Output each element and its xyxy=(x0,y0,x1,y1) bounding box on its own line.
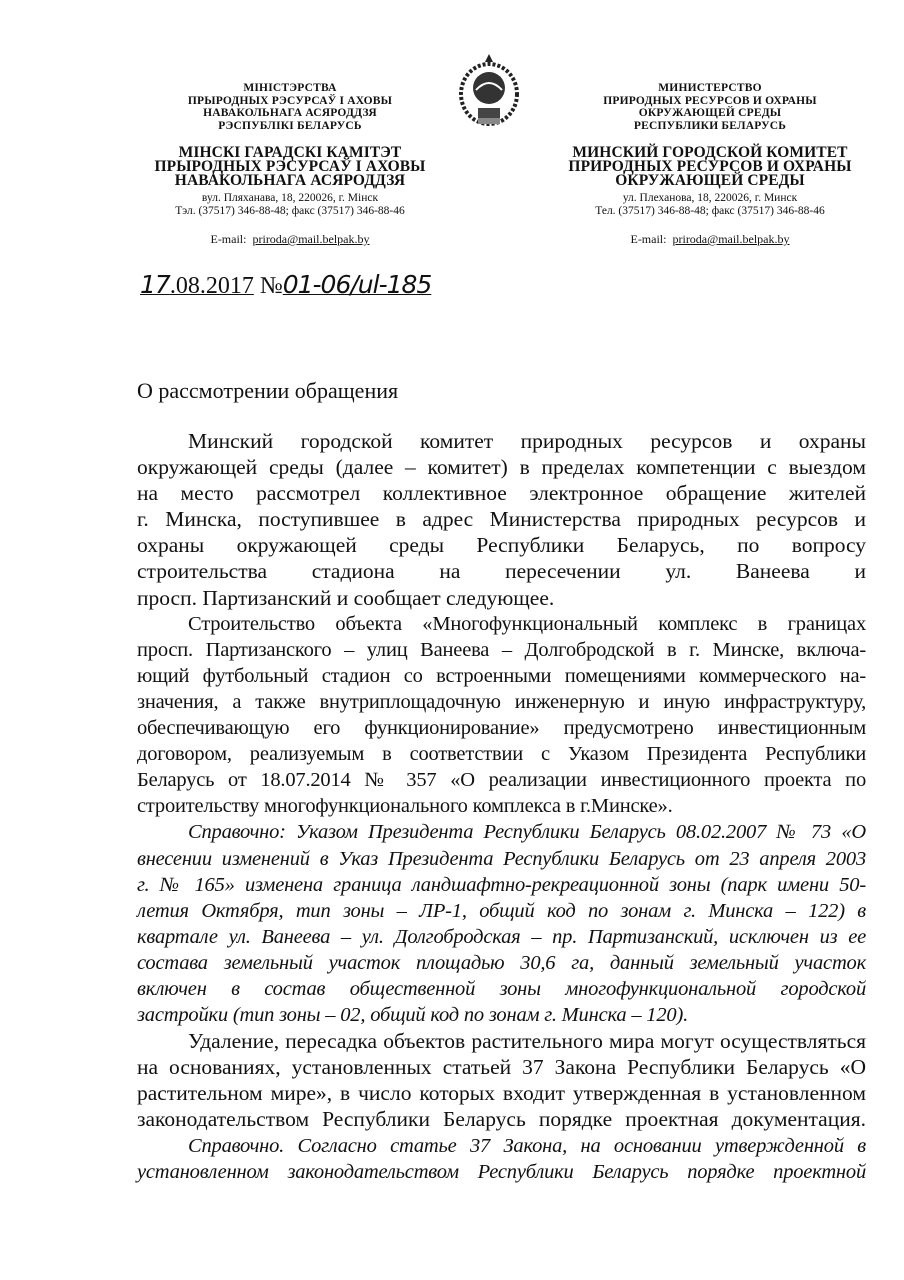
date-printed: .08.2017 xyxy=(169,273,254,299)
text-line: ющий футбольный стадион со встроенными помещениями коммерческого на- xyxy=(137,664,866,687)
text-line: внесении изменений в Указ Президента Республики Беларусь от 23 апреля 2003 xyxy=(137,847,866,870)
text-line: просп. Партизанский и сообщает следующее. xyxy=(137,585,555,610)
letter-subject: О рассмотрении обращения xyxy=(137,378,399,403)
email-ru: E-mail: priroda@mail.belpak.by xyxy=(630,232,790,246)
committee-name-be: МІНСКІ ГАРАДСКІ КАМІТЭТ ПРЫРОДНЫХ РЭСУРСАЎ І АХОВЫ НАВАКОЛЬНАГА АСЯРОДДЗЯ xyxy=(154,144,426,189)
ministry-name-be: МІНІСТЭРСТВА ПРЫРОДНЫХ РЭСУРСАЎ І АХОВЫ НАВАКОЛЬНАГА АСЯРОДДЗЯ РЭСПУБЛІКІ БЕЛАРУСЬ xyxy=(187,82,393,132)
text-line: состава земельный участок площадью 30,6 га, данный земельный участок xyxy=(137,951,866,974)
text-line: договором, реализуемым в соответствии с Указом Президента Республики xyxy=(137,743,866,766)
text-line: г. № 165» изменена граница ландшафтно-рекреационной зоны (парк имени 50- xyxy=(137,873,866,896)
text-line: просп. Партизанского – улиц Ванеева – Долгобродской в г. Минске, включа- xyxy=(137,638,866,661)
body-paragraph xyxy=(137,1028,866,1132)
committee-name-ru: МИНСКИЙ ГОРОДСКОЙ КОМИТЕТ ПРИРОДНЫХ РЕСУРСОВ И ОХРАНЫ ОКРУЖАЮЩЕЙ СРЕДЫ xyxy=(568,144,852,189)
text-line: на основаниях, установленных статьей 37 Закона Республики Беларусь «О xyxy=(137,1055,866,1080)
text-line: значения, а также внутриплощадочную инженерную и иную инфраструктуру, xyxy=(137,690,866,713)
letter-body xyxy=(137,428,866,1185)
email-be: E-mail: priroda@mail.belpak.by xyxy=(210,232,370,246)
text-line: летия Октября, тип зоны – ЛР-1, общий код по зонам г. Минска – 122) в xyxy=(137,899,866,922)
body-paragraph xyxy=(137,611,866,820)
registration-line xyxy=(140,270,431,300)
text-line: строительства стадиона на пересечении ул. Ванеева и xyxy=(137,559,866,584)
text-line: Минский городской комитет природных ресурсов и охраны xyxy=(188,429,866,453)
text-line: включен в состав общественной зоны многофункциональной городской xyxy=(137,977,866,1000)
text-line: застройки (тип зоны – 02, общий код по зонам г. Минска – 120). xyxy=(137,1004,689,1027)
body-paragraph xyxy=(137,428,866,611)
text-line: окружающей среды (далее – комитет) в пределах компетенции с выездом xyxy=(137,455,866,480)
handwritten-day: 17 xyxy=(140,270,170,299)
text-line: Беларусь от 18.07.2014 № 357 «О реализации инвестиционного проекта по xyxy=(137,769,866,792)
text-line: строительству многофункционального комплекса в г.Минске». xyxy=(137,795,673,818)
text-line: на место рассмотрел коллективное электронное обращение жителей xyxy=(137,481,866,506)
text-line: квартале ул. Ванеева – ул. Долгобродская – пр. Партизанский, исключен из ее xyxy=(137,925,866,948)
state-emblem-icon xyxy=(454,52,524,128)
reference-note-paragraph xyxy=(137,819,866,1028)
header-right xyxy=(560,82,860,247)
ministry-name-ru: МИНИСТЕРСТВО ПРИРОДНЫХ РЕСУРСОВ И ОХРАНЫ ОКРУЖАЮЩЕЙ СРЕДЫ РЕСПУБЛИКИ БЕЛАРУСЬ xyxy=(603,82,817,132)
address-ru: ул. Плеханова, 18, 220026, г. Минск Тел. (37517) 346-88-48; факс (37517) 346-88-46 xyxy=(595,192,825,217)
number-sign: № xyxy=(259,273,283,299)
text-line: Справочно: Указом Президента Республики Беларусь 08.02.2007 № 73 «О xyxy=(188,821,866,844)
text-line: охраны окружающей среды Республики Беларусь, по вопросу xyxy=(137,533,866,558)
text-line: растительном мире», в число которых входит утвержденная в установленном xyxy=(137,1081,866,1106)
handwritten-number: 01-06/ul-185 xyxy=(282,270,432,299)
text-line: Справочно. Согласно статье 37 Закона, на основании утвержденной в xyxy=(188,1134,866,1157)
address-be: вул. Пляханава, 18, 220026, г. Мінск Тэл. (37517) 346-88-48; факс (37517) 346-88-46 xyxy=(175,192,405,217)
text-line: установленном законодательством Республики Беларусь порядке проектной xyxy=(137,1160,866,1183)
text-line: законодательством Республики Беларусь порядке проектная документация. xyxy=(137,1107,866,1132)
text-line: Удаление, пересадка объектов растительного мира могут осуществляться xyxy=(188,1029,866,1054)
email-link[interactable]: priroda@mail.belpak.by xyxy=(252,232,370,246)
email-link[interactable]: priroda@mail.belpak.by xyxy=(672,232,790,246)
header-left xyxy=(140,82,440,247)
text-line: обеспечивающую его функционирование» предусмотрено инвестиционным xyxy=(137,717,866,740)
reference-note-paragraph xyxy=(137,1133,866,1185)
text-line: Строительство объекта «Многофункциональный комплекс в границах xyxy=(188,612,866,635)
text-line: г. Минска, поступившее в адрес Министерства природных ресурсов и xyxy=(137,507,866,532)
